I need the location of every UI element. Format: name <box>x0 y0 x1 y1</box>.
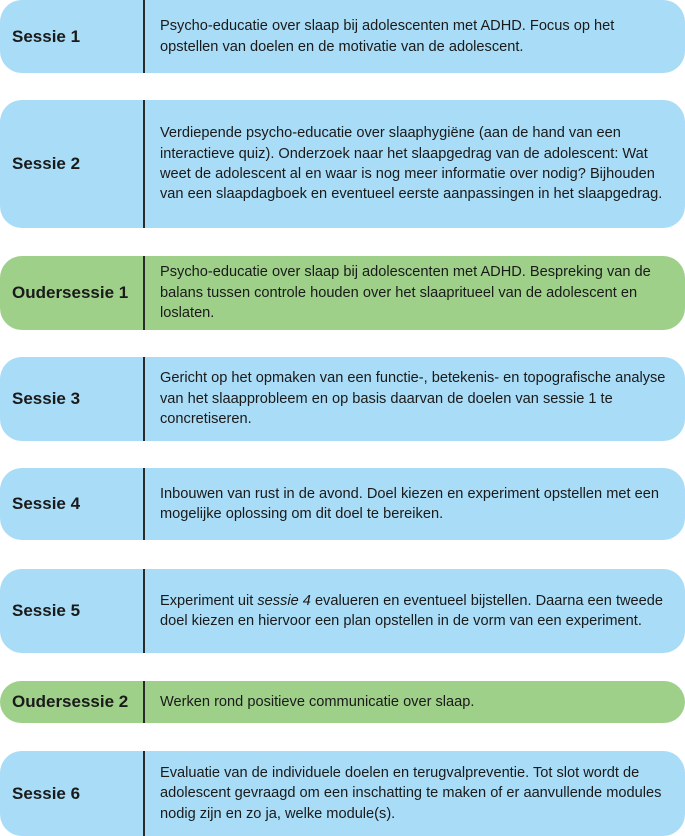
session-description: Psycho-educatie over slaap bij adolescenten met ADHD. Bespreking van de balans tussen controle houden over het slaapritueel van de adolescent en loslaten. <box>160 264 651 322</box>
session-description: Gericht op het opmaken van een functie-, betekenis- en topografische analyse van het slaapprobleem en op basis daarvan de doelen van sessie 1 te concretiseren. <box>160 370 666 428</box>
session-description: Evaluatie van de individuele doelen en terugvalpreventie. Tot slot wordt de adolescent gevraagd om een inschatting te maken of er aanvullende modules nodig zijn en zo ja, welke module(s). <box>160 764 662 822</box>
session-row-oudersessie-1 <box>0 256 685 330</box>
session-row-sessie-5 <box>0 569 685 653</box>
session-label: Sessie 2 <box>12 154 81 173</box>
session-description: Inbouwen van rust in de avond. Doel kiezen en experiment opstellen met een mogelijke oplossing om dit doel te bereiken. <box>160 485 659 522</box>
session-description: Verdiepende psycho-educatie over slaaphygiëne (aan de hand van een interactieve quiz). Onderzoek naar het slaapgedrag van de adolescent: Wat weet de adolescent al en waar is nog meer informatie over nodig? Bijhouden van een slaapdagboek en eventueel eerste aanpassingen in het slaapgedrag. <box>160 125 663 203</box>
session-label: Sessie 5 <box>12 601 81 620</box>
session-label: Sessie 4 <box>12 494 81 513</box>
session-row-oudersessie-2 <box>0 681 685 723</box>
session-label: Oudersessie 2 <box>12 692 129 711</box>
session-row-sessie-3 <box>0 357 685 441</box>
session-row-sessie-6 <box>0 751 685 836</box>
session-description-end: evalueren en eventueel bijstellen. Daarna een tweede doel kiezen en hiervoor een plan opstellen in de vorm van een experiment. <box>160 592 664 629</box>
session-label: Oudersessie 1 <box>12 283 129 302</box>
session-row-sessie-2 <box>0 100 685 228</box>
session-reference: sessie 4 <box>257 592 311 609</box>
session-label: Sessie 1 <box>12 26 81 46</box>
session-description-start: Experiment uit <box>160 592 258 609</box>
session-description: Werken rond positieve communicatie over slaap. <box>160 693 475 710</box>
session-row-sessie-1 <box>0 0 685 73</box>
session-label: Sessie 6 <box>12 783 81 803</box>
session-label: Sessie 3 <box>12 389 81 408</box>
session-row-sessie-4 <box>0 468 685 540</box>
session-description: Psycho-educatie over slaap bij adolescenten met ADHD. Focus op het opstellen van doelen en de motivatie van de adolescent. <box>160 18 615 55</box>
session-description <box>145 591 685 632</box>
